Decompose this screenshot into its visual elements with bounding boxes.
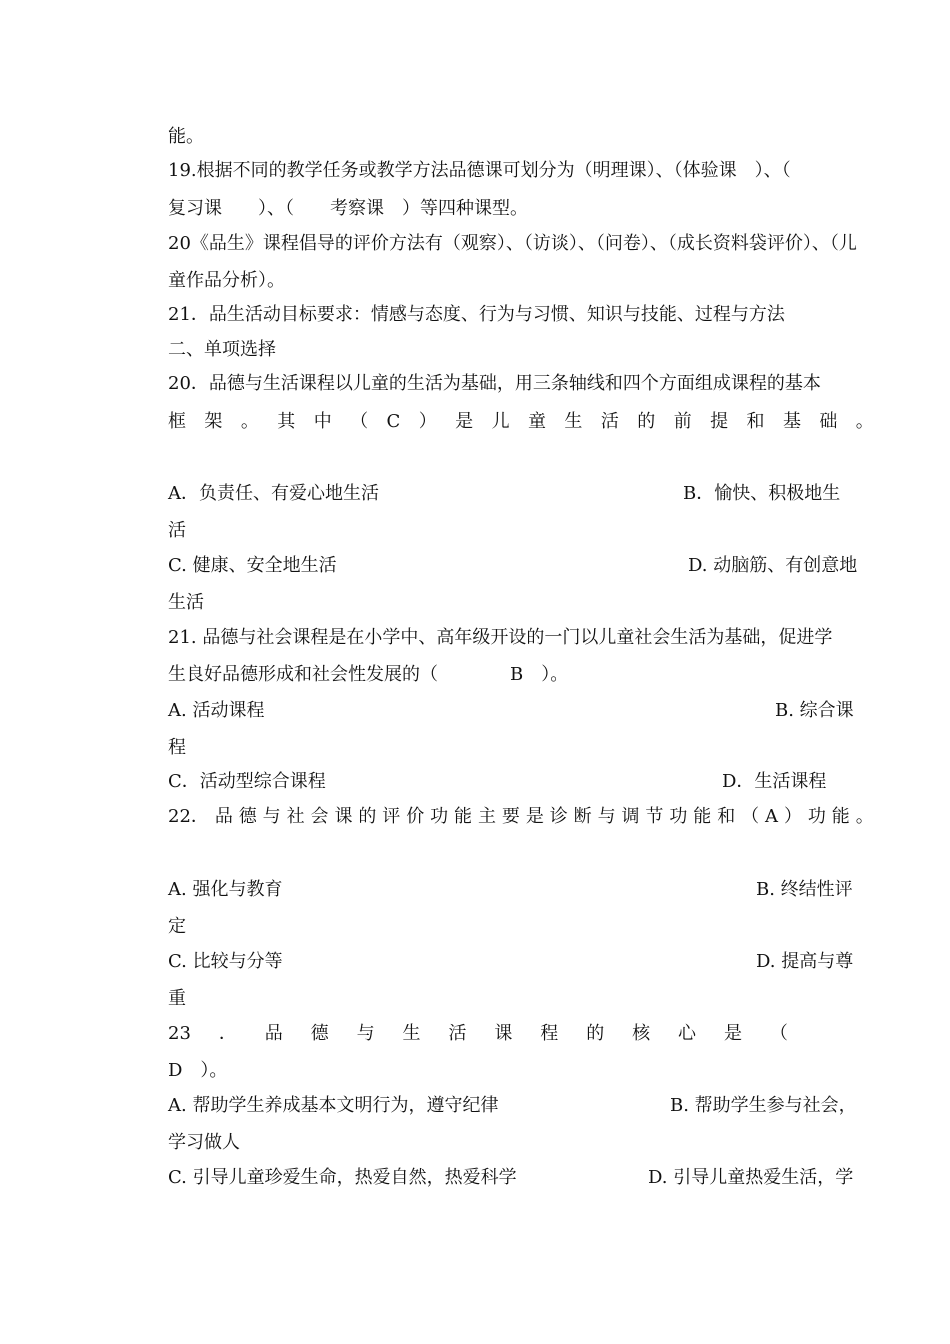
text-line: 童作品分析）。 xyxy=(168,270,285,291)
justified-char: 能 xyxy=(831,806,850,827)
option-d: D. 提高与尊 xyxy=(756,951,854,972)
justified-char: 活 xyxy=(600,411,619,432)
justified-char: 调 xyxy=(621,806,640,827)
justified-char: 与 xyxy=(597,806,616,827)
justified-char: 提 xyxy=(710,411,729,432)
justified-char: 的 xyxy=(586,1023,605,1044)
justified-char: 课 xyxy=(494,1023,513,1044)
option-b-continued: 活 xyxy=(168,520,186,541)
justified-char: 能 xyxy=(693,806,712,827)
justified-char: 其 xyxy=(277,411,296,432)
justified-char: 价 xyxy=(406,806,425,827)
option-d: D. 引导儿童热爱生活，学 xyxy=(648,1167,854,1188)
text-line: 19.根据不同的教学任务或教学方法品德课可划分为（明理课）、（体验课 ）、（ xyxy=(168,160,791,181)
justified-char: 23 xyxy=(168,1023,191,1044)
justified-char: 德 xyxy=(310,1023,329,1044)
justified-char: （ xyxy=(769,1023,788,1044)
justified-char: 是 xyxy=(525,806,544,827)
justified-char: 基 xyxy=(782,411,801,432)
justified-char: 能 xyxy=(454,806,473,827)
answer-letter: A xyxy=(765,806,779,827)
question-20-stem-justified xyxy=(168,411,874,433)
justified-char: 。 xyxy=(240,411,259,432)
justified-char: 童 xyxy=(528,411,546,432)
justified-char: 心 xyxy=(678,1023,697,1044)
justified-char: 和 xyxy=(717,806,736,827)
justified-char: 与 xyxy=(356,1023,375,1044)
justified-char: ． xyxy=(218,1023,237,1044)
option-d-continued: 重 xyxy=(168,988,186,1009)
justified-char: 评 xyxy=(382,806,401,827)
option-b-continued: 程 xyxy=(168,737,186,758)
justified-char: ） xyxy=(783,806,802,827)
option-a: A. 活动课程 xyxy=(168,700,265,721)
justified-char: 的 xyxy=(358,806,377,827)
justified-char: 架 xyxy=(204,411,223,432)
justified-char: 儿 xyxy=(491,411,510,432)
justified-char: 生 xyxy=(402,1023,421,1044)
justified-char: 与 xyxy=(262,806,281,827)
question-21-stem: 21. 品德与社会课程是在小学中、高年级开设的一门以儿童社会生活为基础，促进学 xyxy=(168,627,833,648)
justified-char: 。 xyxy=(855,411,874,432)
justified-char: 。 xyxy=(855,806,874,827)
option-b: B. 终结性评 xyxy=(756,879,853,900)
justified-char: 诊 xyxy=(549,806,568,827)
justified-char: 是 xyxy=(723,1023,742,1044)
option-d: D．生活课程 xyxy=(722,771,827,792)
option-a: A. 强化与教育 xyxy=(168,879,283,900)
option-c: C. 健康、安全地生活 xyxy=(168,555,337,576)
justified-char: 础 xyxy=(819,411,838,432)
answer-letter: C xyxy=(386,411,401,432)
justified-char: 前 xyxy=(673,411,692,432)
justified-char: （ xyxy=(741,806,760,827)
question-21-stem: 生良好品德形成和社会性发展的（ B ）。 xyxy=(168,664,569,685)
justified-char: 和 xyxy=(746,411,765,432)
option-d: D. 动脑筋、有创意地 xyxy=(688,555,858,576)
justified-char: 节 xyxy=(645,806,664,827)
question-22-stem xyxy=(168,806,874,828)
justified-char: 功 xyxy=(669,806,688,827)
justified-char: （ xyxy=(350,411,369,432)
option-c: C. 比较与分等 xyxy=(168,951,283,972)
justified-char: 生 xyxy=(564,411,583,432)
justified-char: 中 xyxy=(313,411,332,432)
option-b: B．愉快、积极地生 xyxy=(683,483,841,504)
justified-char: 要 xyxy=(501,806,520,827)
option-b-continued: 定 xyxy=(168,916,186,937)
question-23-answer: D ）。 xyxy=(168,1060,228,1081)
justified-char: 的 xyxy=(637,411,656,432)
text-line: 复习课 ）、（ 考察课 ）等四种课型。 xyxy=(168,198,528,219)
question-23-stem xyxy=(168,1023,788,1045)
justified-char: 断 xyxy=(573,806,592,827)
justified-char: 功 xyxy=(807,806,826,827)
justified-char: 品 xyxy=(214,806,233,827)
justified-char: 德 xyxy=(238,806,257,827)
option-a: A. 帮助学生养成基本文明行为，遵守纪律 xyxy=(168,1095,499,1116)
justified-char: 社 xyxy=(286,806,305,827)
text-line: 21．品生活动目标要求：情感与态度、行为与习惯、知识与技能、过程与方法 xyxy=(168,304,785,325)
option-a: A．负责任、有爱心地生活 xyxy=(168,483,379,504)
text-line: 能。 xyxy=(168,126,204,147)
justified-char: 课 xyxy=(334,806,353,827)
section-heading: 二、单项选择 xyxy=(168,339,276,360)
justified-char: 主 xyxy=(477,806,496,827)
option-c: C．活动型综合课程 xyxy=(168,771,326,792)
text-line: 20《品生》课程倡导的评价方法有（观察）、（访谈）、（问卷）、（成长资料袋评价）、（儿 xyxy=(168,233,857,254)
justified-char: 是 xyxy=(455,411,474,432)
option-d-continued: 生活 xyxy=(168,592,204,613)
justified-char: ） xyxy=(418,411,437,432)
justified-char: 功 xyxy=(430,806,449,827)
justified-char: 活 xyxy=(448,1023,467,1044)
option-b: B. 帮助学生参与社会， xyxy=(670,1095,857,1116)
question-20-stem: 20．品德与生活课程以儿童的生活为基础，用三条轴线和四个方面组成课程的基本 xyxy=(168,373,821,394)
justified-char: 品 xyxy=(264,1023,283,1044)
justified-char: 核 xyxy=(632,1023,651,1044)
justified-char: 22． xyxy=(168,806,209,827)
justified-char: 程 xyxy=(540,1023,559,1044)
option-c: C. 引导儿童珍爱生命，热爱自然，热爱科学 xyxy=(168,1167,517,1188)
justified-char: 框 xyxy=(168,411,186,432)
option-b: B. 综合课 xyxy=(775,700,854,721)
justified-char: 会 xyxy=(310,806,329,827)
option-b-continued: 学习做人 xyxy=(168,1132,240,1153)
